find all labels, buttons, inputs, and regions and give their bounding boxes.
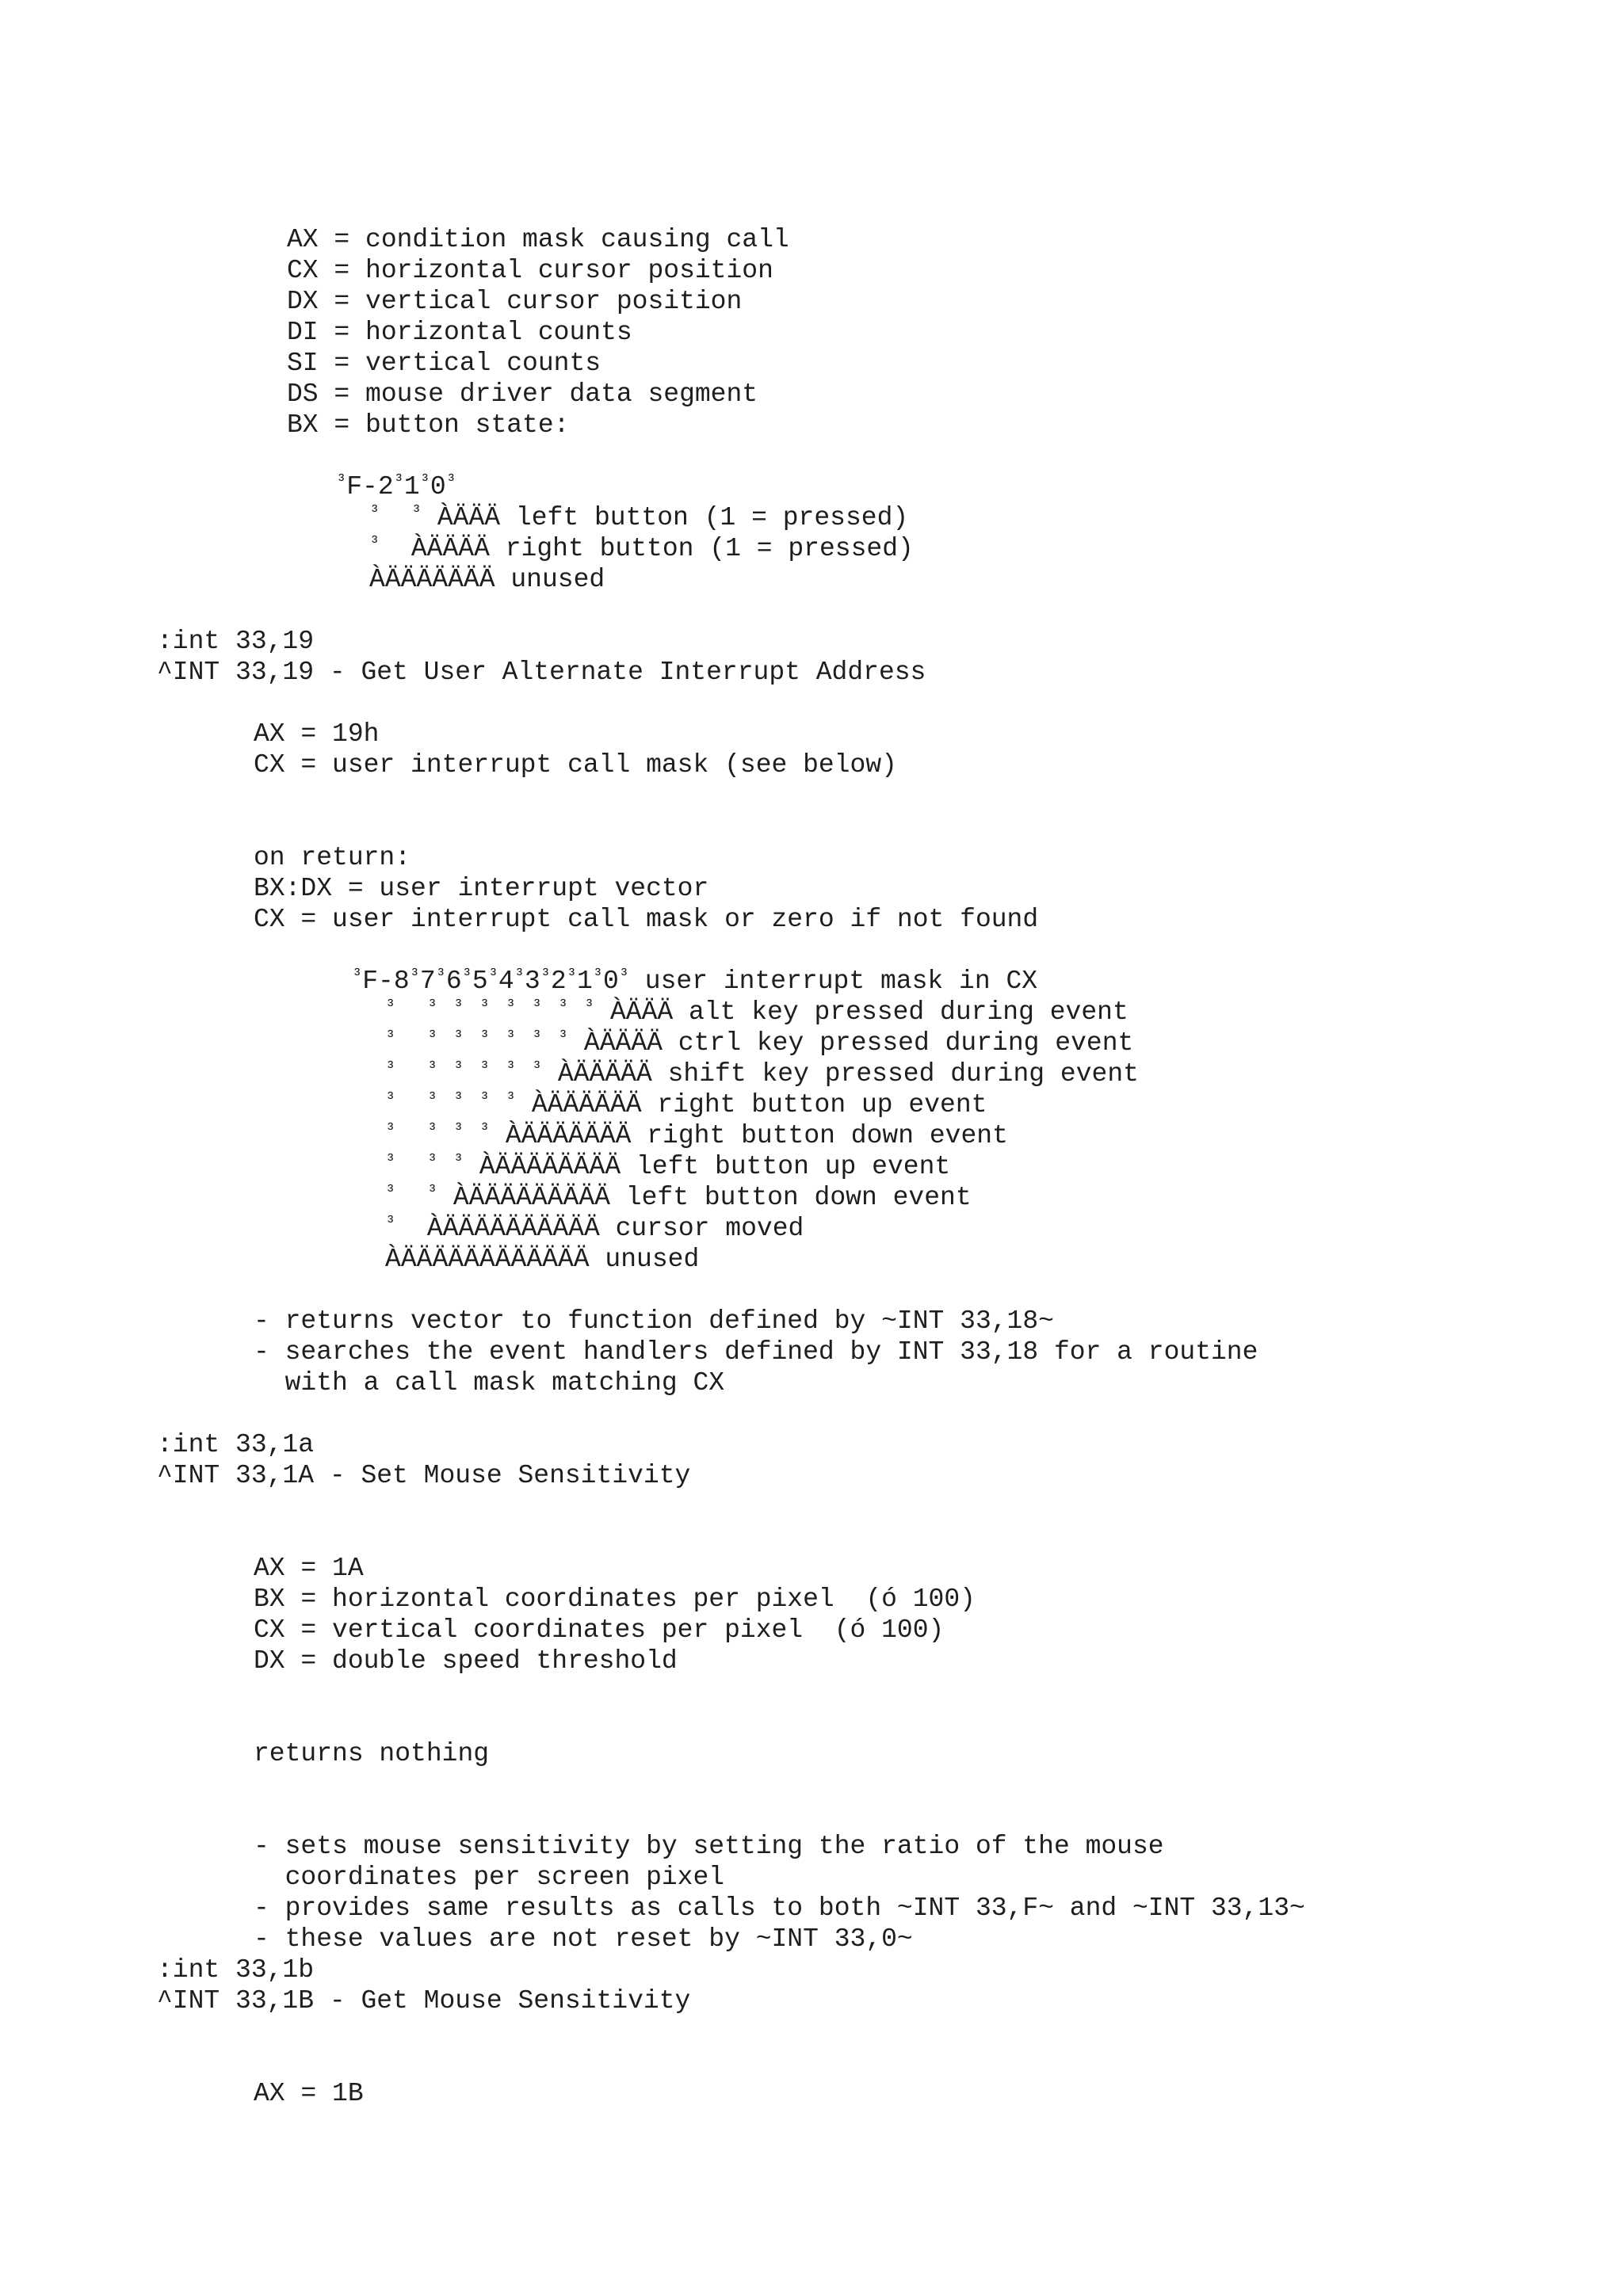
bitmask-diagram-line: $^{^3}$ $^{^3}$ $^{^3}$ $^{^3}$ $^{^3}$ $^{^3}$ $^{^3}$ ÀÄÄÄÄ ctrl key pressed during event	[385, 1028, 1134, 1058]
bitmask-diagram-line: $^{^3}$ $^{^3}$ $^{^3}$ $^{^3}$ $^{^3}$ ÀÄÄÄÄÄÄ right button up event	[385, 1089, 987, 1119]
text-line: DX = double speed threshold	[254, 1646, 678, 1676]
topic-label: :int 33,1b	[157, 1955, 315, 1985]
bitmask-diagram-line: $^{^3}F-8^{^3}7^{^3}6^{^3}5^{^3}4^{^3}3^{^3}2^{^3}1^{^3}0^{^3}$ user interrupt mask in CX	[352, 966, 1038, 996]
text-line: AX = 1B	[254, 2079, 364, 2108]
text-line: CX = user interrupt call mask (see below)	[254, 750, 897, 780]
text-line: BX = button state:	[287, 410, 570, 440]
text-line: DI = horizontal counts	[287, 318, 632, 347]
text-line: AX = 1A	[254, 1554, 364, 1583]
topic-label: :int 33,1a	[157, 1430, 315, 1459]
text-line: DS = mouse driver data segment	[287, 379, 758, 409]
bitmask-diagram-line: $^{^3}$ $^{^3}$ ÀÄÄÄ left button (1 = pressed)	[369, 502, 909, 532]
topic-heading: ^INT 33,1B - Get Mouse Sensitivity	[157, 1986, 691, 2016]
bitmask-diagram-line: $^{^3}$ ÀÄÄÄÄÄÄÄÄÄÄ cursor moved	[385, 1213, 804, 1243]
text-line: with a call mask matching CX	[254, 1368, 725, 1398]
text-line: CX = horizontal cursor position	[287, 256, 773, 285]
text-line: - returns vector to function defined by ~INT 33,18~	[254, 1306, 1054, 1336]
text-line: on return:	[254, 843, 411, 872]
bitmask-diagram-line: $^{^3}$ $^{^3}$ $^{^3}$ ÀÄÄÄÄÄÄÄÄ left button up event	[385, 1151, 951, 1181]
bitmask-diagram-line: $^{^3}$ $^{^3}$ $^{^3}$ $^{^3}$ $^{^3}$ $^{^3}$ ÀÄÄÄÄÄ shift key pressed during event	[385, 1058, 1139, 1089]
text-line: BX:DX = user interrupt vector	[254, 874, 709, 903]
bitmask-diagram-line: $^{^3}$ $^{^3}$ $^{^3}$ $^{^3}$ ÀÄÄÄÄÄÄÄ right button down event	[385, 1120, 1008, 1150]
text-line: - these values are not reset by ~INT 33,0~	[254, 1924, 913, 1954]
text-line: CX = vertical coordinates per pixel (ó 100)	[254, 1615, 945, 1645]
bitmask-diagram-line: $^{^3}$ $^{^3}$ ÀÄÄÄÄÄÄÄÄÄ left button down event	[385, 1182, 972, 1212]
bitmask-diagram-line: $^{^3}$ $^{^3}$ $^{^3}$ $^{^3}$ $^{^3}$ $^{^3}$ $^{^3}$ $^{^3}$ ÀÄÄÄ alt key pressed during event	[385, 997, 1128, 1027]
text-line: DX = vertical cursor position	[287, 287, 743, 316]
text-line: - sets mouse sensitivity by setting the ratio of the mouse	[254, 1832, 1164, 1861]
topic-label: :int 33,19	[157, 627, 315, 656]
text-line: - provides same results as calls to both ~INT 33,F~ and ~INT 33,13~	[254, 1894, 1305, 1923]
bitmask-diagram-line: $^{^3}F-2^{^3}1^{^3}0^{^3}$	[336, 471, 456, 502]
bitmask-diagram-line: ÀÄÄÄÄÄÄÄ unused	[369, 565, 605, 594]
text-line: SI = vertical counts	[287, 349, 601, 378]
topic-heading: ^INT 33,19 - Get User Alternate Interrupt Address	[157, 658, 926, 687]
text-line: coordinates per screen pixel	[254, 1863, 725, 1892]
text-line: AX = 19h	[254, 719, 380, 749]
text-line: CX = user interrupt call mask or zero if not found	[254, 905, 1039, 934]
topic-heading: ^INT 33,1A - Set Mouse Sensitivity	[157, 1461, 691, 1490]
text-line: AX = condition mask causing call	[287, 225, 789, 254]
text-line: BX = horizontal coordinates per pixel (ó 100)	[254, 1585, 976, 1614]
bitmask-diagram-line: ÀÄÄÄÄÄÄÄÄÄÄÄÄ unused	[385, 1245, 700, 1274]
bitmask-diagram-line: $^{^3}$ ÀÄÄÄÄ right button (1 = pressed)	[369, 533, 914, 563]
text-line: returns nothing	[254, 1739, 490, 1768]
text-line: - searches the event handlers defined by INT 33,18 for a routine	[254, 1337, 1258, 1367]
